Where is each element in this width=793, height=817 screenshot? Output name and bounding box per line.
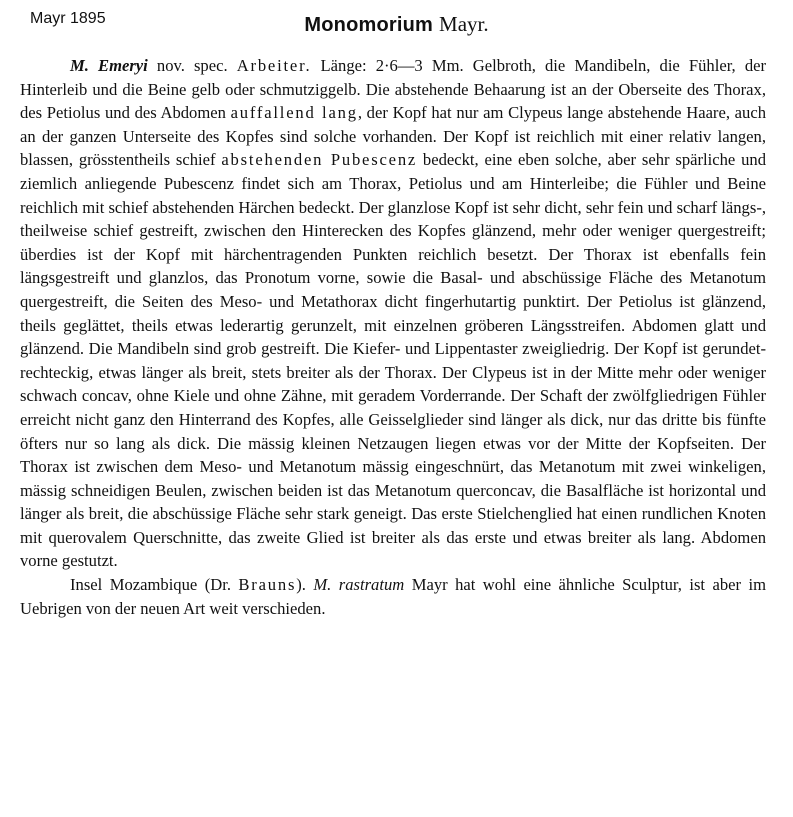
collector-name: Brauns (238, 575, 297, 595)
locality-paragraph (20, 573, 766, 620)
page-title (0, 12, 793, 37)
locality-text-b: ). (296, 575, 314, 595)
compared-species-name: M. rastratum (313, 575, 405, 595)
description-text-a: Länge: 2·6—3 Mm. Gelbroth, die Mandibeln, die Fühler, der Hinterleib und die Beine gelb oder schmutziggelb. Die abstehende Behaarung ist an der Oberseite des Thorax, des Petiolus und des Abdomen (20, 56, 767, 123)
locality-text-c: Mayr hat wohl eine ähnliche Sculptur, ist aber im Uebrigen von der neuen Art weit verschieden. (20, 575, 766, 618)
caste-label: Arbeiter. (236, 56, 312, 75)
species-name: M. Emeryi (70, 56, 148, 75)
species-description-body (20, 54, 766, 620)
genus-name: Monomorium (304, 14, 434, 36)
running-label: Mayr 1895 (30, 10, 106, 27)
description-text-b: , der Kopf hat nur am Clypeus lange abstehende Haare, auch an der ganzen Unterseite des Kopfes sind solche vorhanden. Der Kopf ist reichlich mit einer relativ langen, blassen, grösstentheils schief (20, 103, 766, 170)
genus-author: Mayr. (439, 12, 489, 36)
description-paragraph (20, 54, 766, 573)
emphasis-spaced-b: abstehenden Pubescenz (221, 150, 418, 170)
locality-text-a: Insel Mozambique (Dr. (70, 575, 239, 595)
emphasis-spaced-a: auffallend lang (230, 103, 358, 123)
description-text-c: bedeckt, eine eben solche, aber sehr spärliche und ziemlich anliegende Pubescenz findet sich am Thorax, Petiolus und am Hinterleibe; die Fühler und Beine reichlich mit schief abstehenden Härchen bedeckt. Der glanzlose Kopf ist sehr dicht, sehr fein und scharf längs-, theilweise schief gestreift, zwischen den Hinterecken des Kopfes glänzend, mehr oder weniger quergestreift; überdies ist der Kopf mit härchentragenden Punkten reichlich besetzt. Der Thorax ist ebenfalls fein längsgestreift und glanzlos, das Pronotum vorne, sowie die Basal- und abschüssige Fläche des Metanotum quergestreift, die Seiten des Meso- und Metathorax dicht fingerhutartig punktirt. Der Petiolus ist glänzend, theils geglättet, theils etwas lederartig gerunzelt, mit einzelnen gröberen Längsstreifen. Abdomen glatt und glänzend. Die Mandibeln sind grob gestreift. Die Kiefer- und Lippentaster zweigliedrig. Der Kopf ist gerundet-rechteckig, etwas länger als breit, stets breiter als der Thorax. Der Clypeus ist in der Mitte mehr oder weniger schwach concav, ohne Kiele und ohne Zähne, mit geradem Vorderrande. Der Schaft der zwölfgliedrigen Fühler erreicht nicht ganz den Hinterrand des Kopfes, alle Geisselglieder sind länger als dick, nur das dritte bis fünfte öfters nur so lang als dick. Die mässig kleinen Netzaugen liegen etwas vor der Mitte der Kopfseiten. Der Thorax ist zwischen dem Meso- und Metanotum mässig eingeschnürt, das Metanotum mit zwei winkeligen, mässig schneidigen Beulen, zwischen beiden ist das Metanotum querconcav, die Basalfläche ist horizontal und länger als breit, die abschüssige Fläche sehr stark geneigt. Das erste Stielchenglied hat einen rundlichen Knoten mit querovalem Querschnitte, das zweite Glied ist breiter als das erste und etwas breiter als lang. Abdomen vorne gestutzt. (20, 150, 766, 571)
species-status: nov. spec. (147, 56, 237, 75)
